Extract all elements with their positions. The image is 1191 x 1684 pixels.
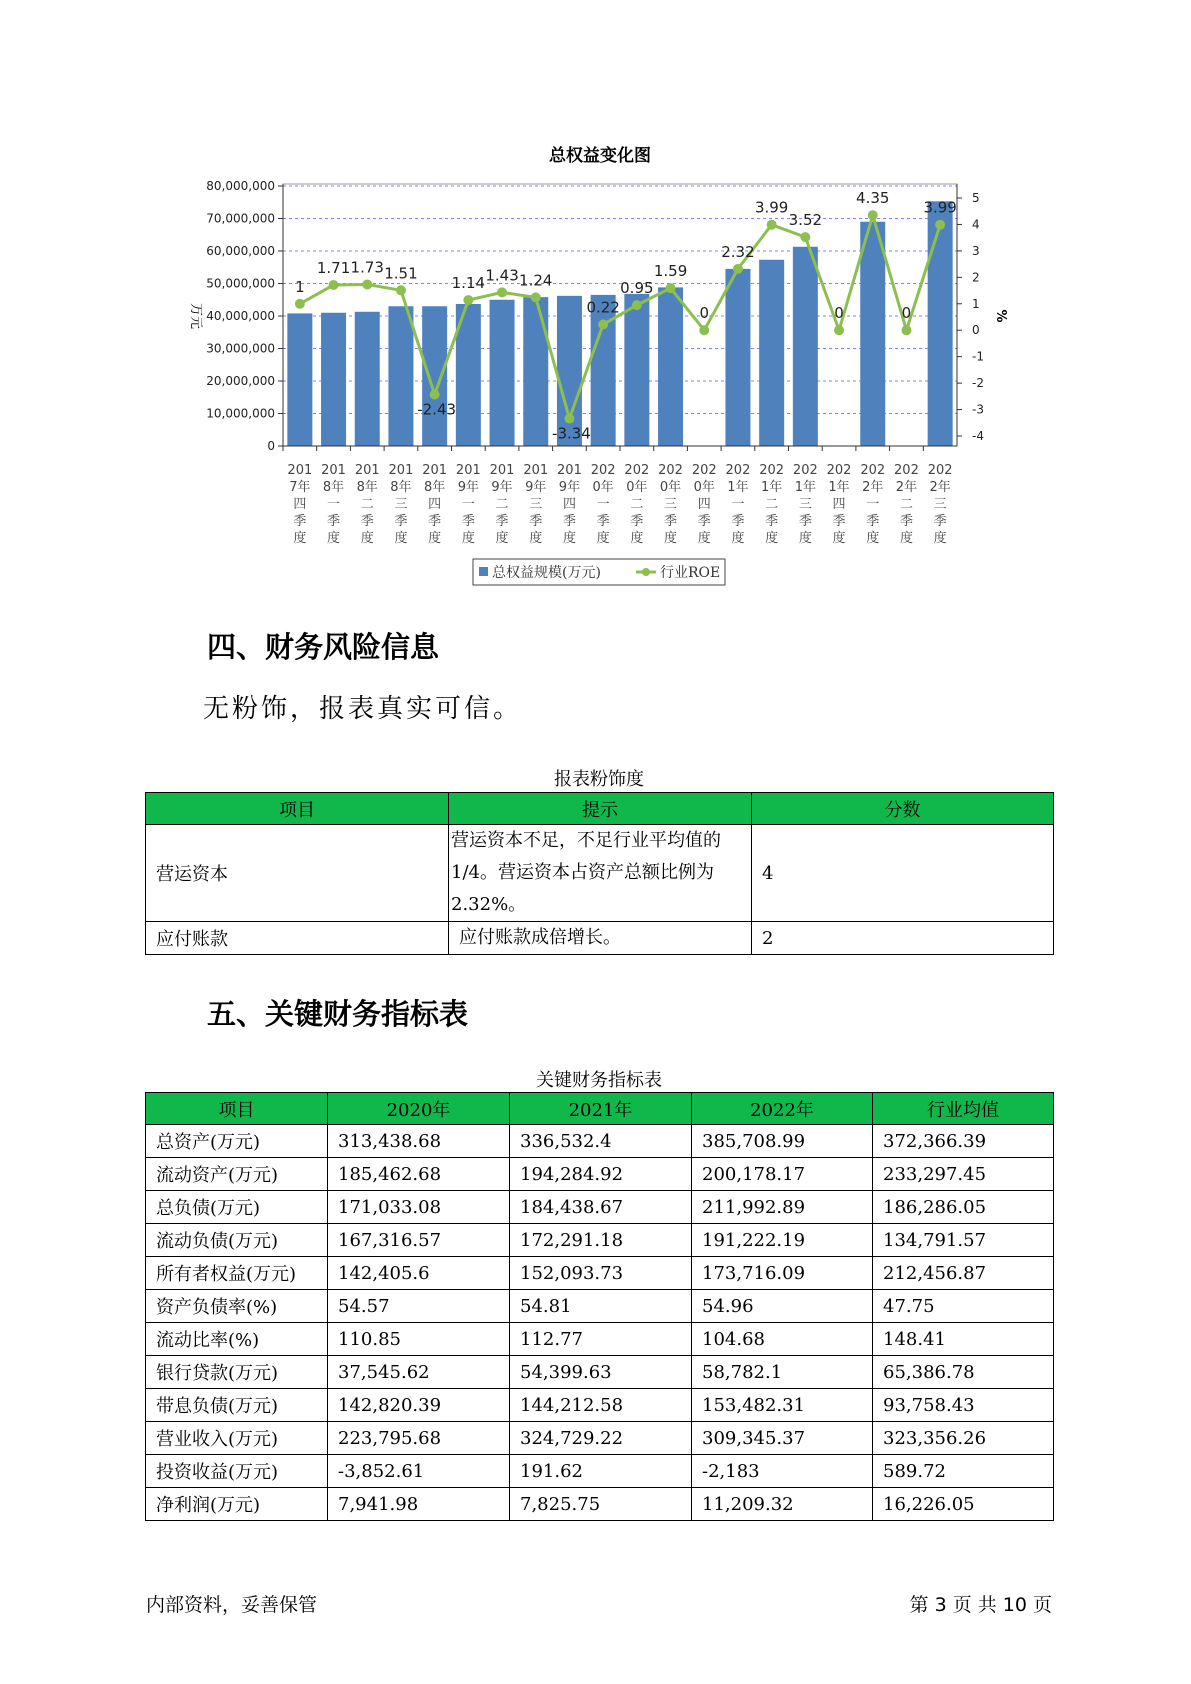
indicator-value: 7,941.98 [328,1488,510,1521]
roe-data-label: 3.99 [923,198,957,217]
indicator-value: 16,226.05 [873,1488,1054,1521]
risk-tip: 营运资本不足，不足行业平均值的1/4。营运资本占资产总额比例为2.32%。 [449,825,752,922]
x-tick-label: 201 9年一季度 [455,463,481,546]
legend-bar-swatch [479,567,488,576]
bar [523,297,548,446]
roe-data-label: 3.52 [788,211,823,230]
risk-item: 应付账款 [146,922,449,955]
y-tick-label: 0 [267,439,275,453]
table-row [146,1224,1054,1257]
x-tick-label: 202 2年二季度 [894,463,919,546]
footer-confidential: 内部资料，妥善保管 [146,1594,318,1616]
indicator-value: 589.72 [873,1455,1054,1488]
roe-data-label: 1.24 [519,271,553,290]
y-tick-label: 60,000,000 [206,244,275,258]
bar [321,313,346,446]
header-cell: 行业均值 [873,1093,1054,1125]
roe-data-label: 1.59 [653,262,688,281]
risk-item: 营运资本 [146,825,449,922]
indicator-value: 324,729.22 [510,1422,692,1455]
indicator-value: 104.68 [692,1323,873,1356]
x-tick-label: 202 1年四季度 [826,463,852,546]
indicator-name: 银行贷款(万元) [146,1356,328,1389]
table-row [146,1389,1054,1422]
indicator-value: 54.57 [328,1290,510,1323]
header-cell: 分数 [752,793,1054,825]
y2-tick-label: 1 [972,296,980,311]
legend-bar-label: 总权益规模(万元) [492,565,601,581]
y-tick-label: 40,000,000 [206,309,275,323]
indicator-name: 带息负债(万元) [146,1389,328,1422]
roe-data-label: 0 [699,304,710,323]
indicator-value: 313,438.68 [328,1125,510,1158]
table-row [146,825,1054,922]
x-tick-label: 201 7年四季度 [287,463,313,546]
x-tick-label: 201 9年三季度 [523,463,549,546]
indicator-value: 385,708.99 [692,1125,873,1158]
table-row [146,922,1054,955]
x-tick-label: 201 8年三季度 [388,463,414,546]
table-row [146,1323,1054,1356]
indicator-value: 323,356.26 [873,1422,1054,1455]
y-axis-label: 万元 [188,302,203,330]
roe-data-label: 1.71 [316,259,351,278]
x-tick-labels [287,463,952,546]
y2-tick-label: -1 [972,349,984,364]
indicator-value: 185,462.68 [328,1158,510,1191]
indicator-value: 11,209.32 [692,1488,873,1521]
header-cell: 2022年 [692,1093,873,1125]
indicator-value: -2,183 [692,1455,873,1488]
roe-data-label: 0 [901,304,912,323]
indicator-value: 93,758.43 [873,1389,1054,1422]
x-tick-label: 202 2年一季度 [860,463,886,546]
indicator-name: 所有者权益(万元) [146,1257,328,1290]
equity-chart [0,0,1191,610]
roe-data-label: 1.14 [451,274,486,293]
indicator-value: 152,093.73 [510,1257,692,1290]
y-tick-label: 30,000,000 [206,341,275,356]
footer-page-number: 第 3 页 共 10 页 [909,1594,1052,1616]
roe-point [834,325,844,335]
x-tick-label: 202 1年一季度 [725,463,751,546]
roe-data-label: 4.35 [856,189,890,208]
bar [624,294,649,446]
indicator-name: 资产负债率(%) [146,1290,328,1323]
x-tick-label: 201 8年一季度 [321,463,346,546]
y-tick-label: 20,000,000 [206,374,275,388]
indicator-name: 流动资产(万元) [146,1158,328,1191]
roe-point [362,279,372,289]
indicator-value: 142,820.39 [328,1389,510,1422]
bar [658,287,683,446]
roe-point [733,264,743,274]
indicator-table-header [146,1093,1054,1125]
risk-score: 4 [752,825,1054,922]
risk-table [145,792,1054,955]
bar [860,222,885,446]
y-tick-label: 10,000,000 [206,406,275,421]
legend-line-marker [642,568,650,576]
x-tick-label: 202 0年二季度 [624,463,650,546]
indicator-name: 总资产(万元) [146,1125,328,1158]
indicator-value: 212,456.87 [873,1257,1054,1290]
y2-axis-label: % [993,309,1008,323]
indicator-value: 142,405.6 [328,1257,510,1290]
legend-line-label: 行业ROE [660,565,721,581]
indicator-value: 58,782.1 [692,1356,873,1389]
indicator-value: 191,222.19 [692,1224,873,1257]
roe-data-label: 0.22 [586,298,620,317]
table-row [146,1356,1054,1389]
table-row [146,1455,1054,1488]
roe-point [564,414,574,424]
indicator-value: 37,545.62 [328,1356,510,1389]
roe-data-label: 1.73 [350,258,384,277]
header-cell: 项目 [146,793,449,825]
bar [287,313,312,446]
indicator-value: 233,297.45 [873,1158,1054,1191]
roe-point [800,232,810,242]
y2-tick-label: 4 [972,217,980,232]
indicator-value: 184,438.67 [510,1191,692,1224]
roe-point [497,287,507,297]
bar [388,306,413,446]
indicator-value: -3,852.61 [328,1455,510,1488]
section4-heading: 四、财务风险信息 [207,630,440,664]
x-tick-label: 201 9年四季度 [557,463,582,546]
roe-data-label: -2.43 [417,400,457,419]
section5-heading: 五、关键财务指标表 [207,997,469,1031]
indicator-value: 54,399.63 [510,1356,692,1389]
indicator-name: 净利润(万元) [146,1488,328,1521]
x-tick-label: 202 0年四季度 [691,463,717,546]
indicator-value: 211,992.89 [692,1191,873,1224]
indicator-name: 流动负债(万元) [146,1224,328,1257]
indicator-value: 309,345.37 [692,1422,873,1455]
indicator-value: 153,482.31 [692,1389,873,1422]
table-row [146,1488,1054,1521]
roe-point [396,285,406,295]
table-row [146,1290,1054,1323]
roe-point [868,210,878,220]
x-tick-label: 201 9年二季度 [489,463,515,546]
header-cell: 提示 [449,793,752,825]
y2-tick-label: 5 [972,191,980,205]
indicator-value: 167,316.57 [328,1224,510,1257]
x-tick-label: 202 1年三季度 [792,463,818,546]
indicator-value: 110.85 [328,1323,510,1356]
roe-point [699,325,709,335]
x-tick-label: 202 0年三季度 [658,463,683,546]
header-cell: 2020年 [328,1093,510,1125]
x-tick-label: 202 1年二季度 [759,463,785,546]
indicator-value: 47.75 [873,1290,1054,1323]
roe-data-label: 0.95 [620,279,654,298]
section4-summary: 无粉饰，报表真实可信。 [203,694,523,724]
indicator-name: 总负债(万元) [146,1191,328,1224]
indicator-value: 54.81 [510,1290,692,1323]
header-cell: 2021年 [510,1093,692,1125]
table-row [146,1125,1054,1158]
table-row [146,1158,1054,1191]
bar [759,260,784,446]
table-row [146,1257,1054,1290]
y-tick-label: 80,000,000 [206,179,275,193]
bar [793,247,818,446]
risk-table-title: 报表粉饰度 [554,769,644,790]
roe-point [632,300,642,310]
roe-point [935,220,945,230]
roe-data-label: 1.51 [384,264,418,283]
x-tick-label: 202 0年一季度 [590,463,616,546]
indicator-value: 194,284.92 [510,1158,692,1191]
indicator-value: 186,286.05 [873,1191,1054,1224]
y-tick-label: 50,000,000 [206,276,275,291]
y2-tick-label: 0 [972,323,980,338]
risk-table-header [146,793,1054,825]
roe-data-label: 2.32 [721,242,755,261]
indicator-table [145,1092,1054,1521]
risk-tip: 应付账款成倍增长。 [449,922,752,955]
chart-title: 总权益变化图 [549,146,651,166]
roe-point [295,299,305,309]
y2-tick-label: -2 [972,376,984,391]
indicator-value: 172,291.18 [510,1224,692,1257]
roe-point [767,220,777,230]
y-tick-label: 70,000,000 [206,211,275,226]
roe-point [430,389,440,399]
indicator-name: 投资收益(万元) [146,1455,328,1488]
roe-data-label: 3.99 [754,198,789,217]
bar [355,312,380,446]
roe-data-label: 0 [834,304,844,323]
y2-tick-label: 2 [972,270,980,285]
x-tick-label: 201 8年二季度 [354,463,380,546]
risk-score: 2 [752,922,1054,955]
bar [928,201,953,446]
table-row [146,1422,1054,1455]
y2-tick-label: 3 [972,243,980,258]
indicator-value: 171,033.08 [328,1191,510,1224]
roe-point [598,319,608,329]
y2-tick-label: -4 [972,429,984,443]
roe-point [531,292,541,302]
indicator-value: 54.96 [692,1290,873,1323]
x-tick-label: 201 8年四季度 [422,463,448,546]
roe-point [463,295,473,305]
bar [490,300,515,446]
indicator-table-title: 关键财务指标表 [536,1070,662,1091]
indicator-value: 7,825.75 [510,1488,692,1521]
bar [422,306,447,446]
roe-data-label: -3.34 [552,424,591,443]
chart-legend [473,559,725,585]
x-tick-label: 202 2年三季度 [927,463,953,546]
indicator-value: 65,386.78 [873,1356,1054,1389]
indicator-value: 112.77 [510,1323,692,1356]
indicator-value: 173,716.09 [692,1257,873,1290]
indicator-value: 372,366.39 [873,1125,1054,1158]
y2-tick-label: -3 [972,402,984,417]
table-row [146,1191,1054,1224]
indicator-value: 134,791.57 [873,1224,1054,1257]
indicator-name: 流动比率(%) [146,1323,328,1356]
indicator-value: 191.62 [510,1455,692,1488]
indicator-value: 148.41 [873,1323,1054,1356]
roe-point [329,280,339,290]
header-cell: 项目 [146,1093,328,1125]
bar [725,269,750,446]
roe-data-label: 1 [295,277,305,296]
roe-point [901,325,911,335]
bar [591,295,616,446]
indicator-name: 营业收入(万元) [146,1422,328,1455]
indicator-value: 223,795.68 [328,1422,510,1455]
indicator-value: 144,212.58 [510,1389,692,1422]
indicator-value: 200,178.17 [692,1158,873,1191]
roe-data-label: 1.43 [485,266,519,285]
roe-point [666,283,676,293]
indicator-value: 336,532.4 [510,1125,692,1158]
